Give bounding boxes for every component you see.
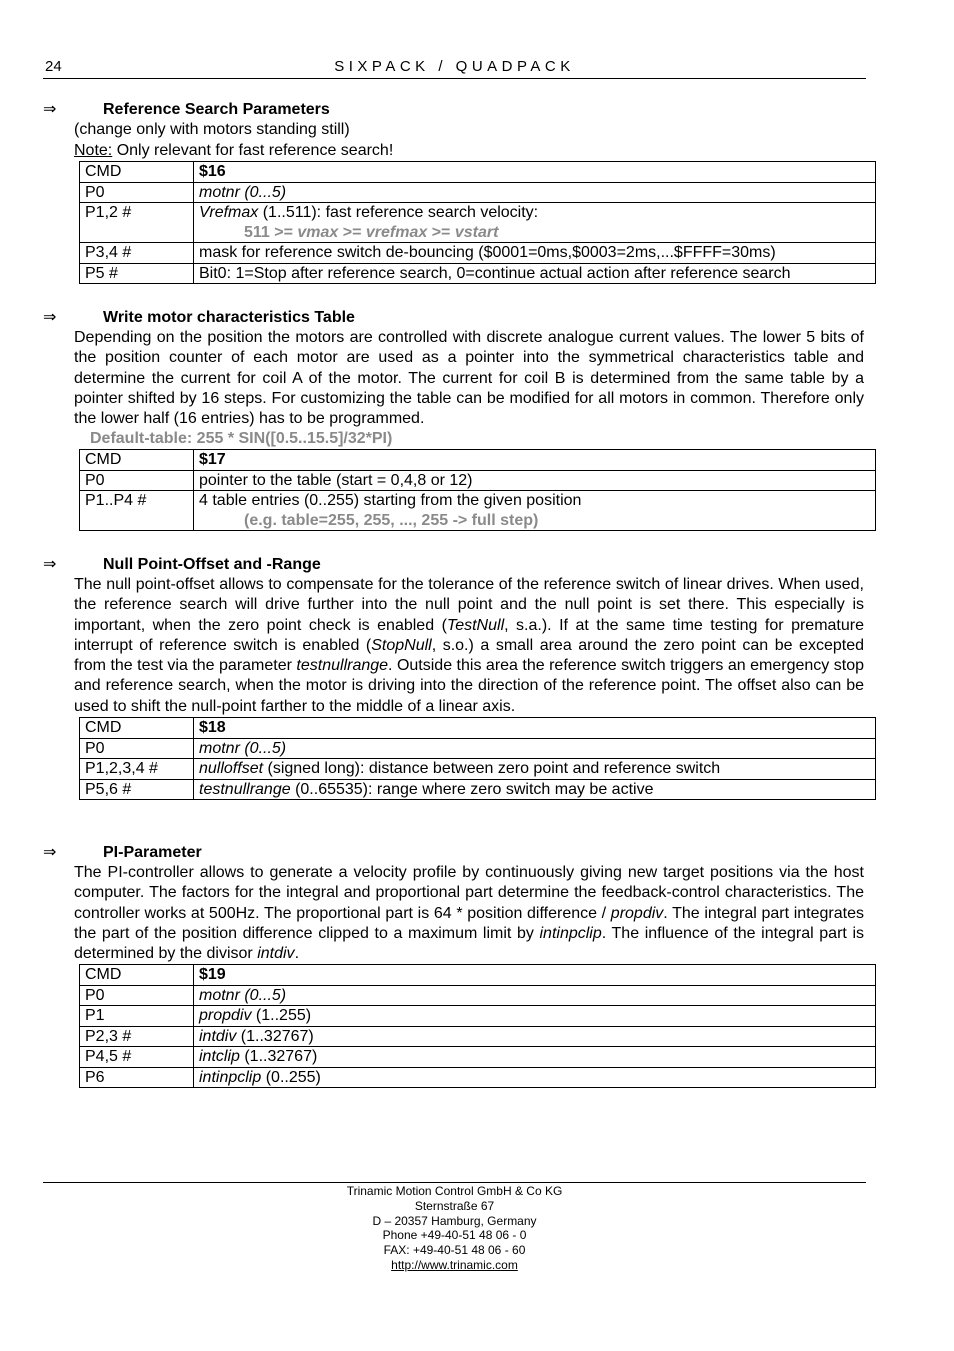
desc-cell [194, 1006, 876, 1027]
section-title-row [43, 308, 877, 328]
table-row [80, 162, 876, 183]
command-table-18 [79, 717, 876, 800]
term: testnullrange [296, 657, 389, 675]
footer-divider [43, 1182, 866, 1183]
param-cell: P6 [80, 1067, 194, 1088]
param-name: testnullrange [199, 780, 291, 798]
section-title-row [43, 843, 877, 863]
param-cell: P0 [80, 738, 194, 759]
param-cell: CMD [80, 718, 194, 739]
desc-text: (1..32767) [236, 1027, 314, 1045]
desc-line: 4 table entries (0..255) starting from the given position [199, 492, 582, 510]
desc-cell: motnr (0...5) [194, 738, 876, 759]
table-row [80, 738, 876, 759]
param-name: propdiv [199, 1007, 252, 1025]
param-name: intclip [199, 1048, 240, 1066]
param-cell: P4,5 # [80, 1047, 194, 1068]
command-table-17 [79, 449, 876, 531]
desc-cell [194, 1067, 876, 1088]
section-title: Reference Search Parameters [103, 101, 330, 118]
param-cell: P5 # [80, 263, 194, 284]
section-pi-parameter [43, 843, 877, 1088]
table-row [80, 470, 876, 491]
note-line [74, 141, 877, 162]
text-run: . The integral part integrates the part of the position difference clipped to a maximum limit by [74, 904, 864, 942]
note-label: Note: [74, 141, 113, 159]
footer-phone: Phone +49-40-51 48 06 - 0 [382, 1228, 527, 1243]
desc-cell: motnr (0...5) [194, 985, 876, 1006]
desc-cell [194, 779, 876, 800]
param-cell: P2,3 # [80, 1026, 194, 1047]
desc-text: (0..65535): range where zero switch may be active [290, 780, 654, 798]
table-row [80, 450, 876, 471]
constraint-var: vrefmax [365, 223, 428, 241]
table-row [80, 243, 876, 264]
param-cell: P1,2,3,4 # [80, 759, 194, 780]
table-row [80, 182, 876, 203]
term: intdiv [257, 945, 295, 963]
command-table-16 [79, 161, 876, 284]
example-note: (e.g. table=255, 255, ..., 255 -> full step) [244, 511, 539, 529]
table-row [80, 1026, 876, 1047]
table-row [80, 759, 876, 780]
table-row [80, 985, 876, 1006]
desc-cell: Bit0: 1=Stop after reference search, 0=continue actual action after reference search [194, 263, 876, 284]
constraint-var: vmax [297, 223, 339, 241]
desc-text: (1..255) [251, 1007, 312, 1025]
page-header [43, 56, 866, 79]
param-name: intinpclip [199, 1068, 262, 1086]
table-row [80, 965, 876, 986]
page-footer [43, 1184, 866, 1273]
term: TestNull [446, 616, 505, 634]
command-code: $16 [194, 162, 876, 183]
section-reference-search [43, 100, 877, 284]
arrow-icon: ⇒ [43, 101, 57, 118]
param-cell: P0 [80, 985, 194, 1006]
table-row [80, 1047, 876, 1068]
footer-website-link[interactable]: http://www.trinamic.com [391, 1257, 518, 1272]
section-paragraph [74, 863, 864, 964]
text-run: , s.o.) a small area around the zero point can be excepted from the test via the parameter [74, 636, 864, 675]
table-row [80, 203, 876, 243]
param-cell: P1,2 # [80, 203, 194, 243]
footer-street: Sternstraße 67 [414, 1198, 495, 1213]
param-cell: P5,6 # [80, 779, 194, 800]
param-cell: P0 [80, 470, 194, 491]
desc-line [199, 203, 870, 223]
desc-cell [194, 491, 876, 531]
table-row [80, 1006, 876, 1027]
desc-text: (1..32767) [239, 1048, 318, 1066]
text-run: . Outside this area the reference switch triggers an emergency stop and reference search, when the motor is driving into the direction of the reference point. The offset also can be used to shift the null-point farther to the middle of a linear axis. [74, 657, 864, 715]
command-code: $18 [194, 718, 876, 739]
footer-fax: FAX: +49-40-51 48 06 - 60 [383, 1243, 526, 1258]
section-title: PI-Parameter [103, 844, 202, 861]
command-table-19 [79, 964, 876, 1088]
desc-text: (0..255) [261, 1068, 321, 1086]
default-table-formula: Default-table: 255 * SIN([0.5..15.5]/32*PI) [90, 430, 393, 448]
param-name: Vrefmax [199, 204, 259, 221]
text-run: The null point-offset allows to compensate for the tolerance of the reference switch of linear drives. When used, the reference search will drive further into the null point and the null point is set there. This especially is important, when the zero point check is enabled ( [74, 576, 864, 634]
velocity-constraint [199, 223, 870, 243]
param-cell: P1..P4 # [80, 491, 194, 531]
param-name: nulloffset [199, 760, 264, 778]
section-title-row [43, 555, 877, 575]
constraint-part: 511 >= [244, 223, 298, 241]
param-cell: CMD [80, 162, 194, 183]
term: propdiv [610, 904, 664, 922]
table-row [80, 491, 876, 531]
param-cell: P0 [80, 182, 194, 203]
text-run: , s.a.). If at the same time testing for premature interrupt of reference switch is enabled ( [74, 616, 865, 654]
desc-cell: pointer to the table (start = 0,4,8 or 12) [194, 470, 876, 491]
text-run: The PI-controller allows to generate a velocity profile by continuously giving new target positions via the host computer. The factors for the integral and proportional part determine the feedback-control characteristics. The controller works at 500Hz. The proportional part is 64 * position difference / [74, 864, 864, 922]
table-row [80, 779, 876, 800]
desc-text: (1..511): fast reference search velocity: [258, 204, 539, 221]
constraint-var: vstart [454, 223, 499, 241]
section-title: Write motor characteristics Table [103, 309, 355, 326]
section-title-row [43, 100, 877, 120]
desc-cell [194, 759, 876, 780]
desc-text: (signed long): distance between zero point and reference switch [263, 760, 721, 778]
text-run: . The influence of the integral part is determined by the divisor [74, 924, 865, 963]
desc-cell [194, 1026, 876, 1047]
param-name: intdiv [199, 1027, 237, 1045]
desc-cell [194, 203, 876, 243]
instruction-line: (change only with motors standing still) [74, 121, 350, 138]
section-paragraph: Depending on the position the motors are controlled with discrete analogue current values. The lower 5 bits of the position counter of each motor are used as a pointer into the symmetrical characteristics table and determine the current for coil A of the motor. The current for coil B is determined from the same table by a pointer shifted by 16 steps. For customizing the table can be modified for all motors in common. Therefore only the lower half (16 entries) has to be programmed. [74, 329, 864, 428]
table-row [80, 718, 876, 739]
section-characteristics-table [43, 308, 877, 531]
param-cell: P3,4 # [80, 243, 194, 264]
constraint-part: >= [338, 223, 366, 241]
term: StopNull [371, 636, 432, 654]
param-cell: P1 [80, 1006, 194, 1027]
arrow-icon: ⇒ [43, 844, 57, 861]
note-text: Only relevant for fast reference search! [112, 141, 394, 159]
desc-cell: mask for reference switch de-bouncing ($0001=0ms,$0003=2ms,...$FFFF=30ms) [194, 243, 876, 264]
desc-cell: motnr (0...5) [194, 182, 876, 203]
table-row [80, 263, 876, 284]
arrow-icon: ⇒ [43, 556, 57, 573]
param-cell: CMD [80, 965, 194, 986]
table-row [80, 1067, 876, 1088]
running-title: SIXPACK / QUADPACK [334, 58, 575, 75]
constraint-part: >= [427, 223, 455, 241]
section-paragraph [74, 575, 864, 717]
footer-company: Trinamic Motion Control GmbH & Co KG [346, 1184, 563, 1198]
param-cell: CMD [80, 450, 194, 471]
arrow-icon: ⇒ [43, 309, 57, 326]
footer-city: D – 20357 Hamburg, Germany [372, 1213, 537, 1228]
command-code: $17 [194, 450, 876, 471]
page-number: 24 [45, 58, 62, 75]
section-null-point [43, 555, 877, 800]
text-run: . [294, 945, 300, 963]
section-title: Null Point-Offset and -Range [103, 556, 321, 573]
command-code: $19 [194, 965, 876, 986]
desc-cell [194, 1047, 876, 1068]
term: intinpclip [539, 924, 602, 942]
